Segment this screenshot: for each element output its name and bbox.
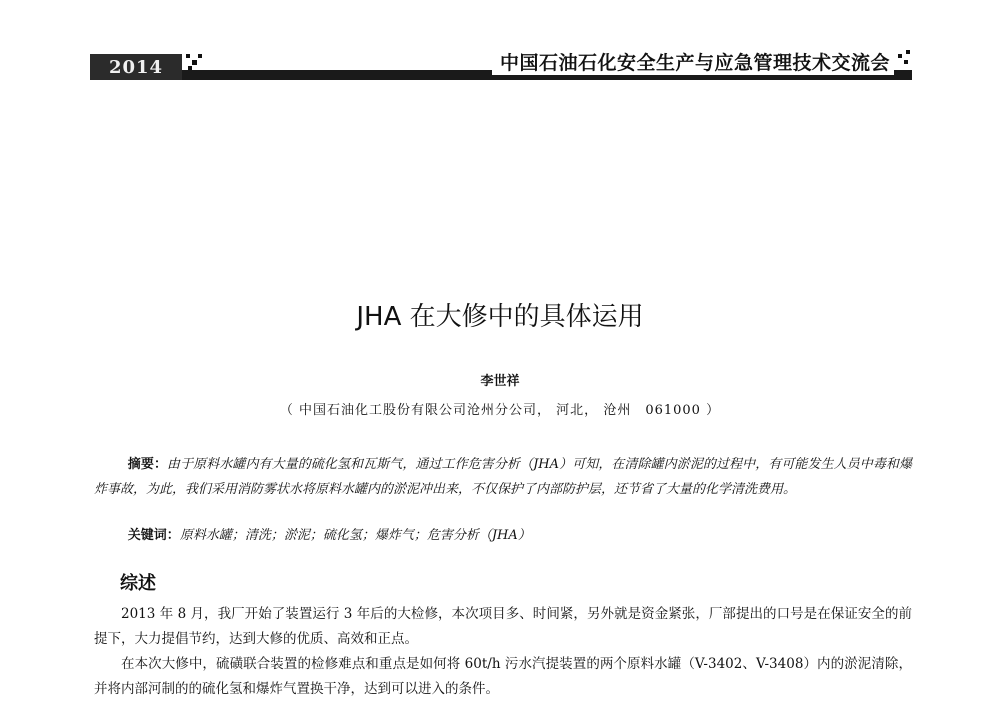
running-header	[90, 48, 912, 82]
header-decoration-right	[896, 50, 912, 72]
conference-title: 中国石油石化安全生产与应急管理技术交流会	[492, 48, 894, 75]
affiliation: （ 中国石油化工股份有限公司沧州分公司， 河北， 沧州 061000 ）	[279, 403, 721, 418]
abstract-text: 由于原料水罐内有大量的硫化氢和瓦斯气，通过工作危害分析（JHA）可知，在清除罐内淤泥的过程中，有可能发生人员中毒和爆炸事故，为此，我们采用消防雾状水将原料水罐内的淤泥冲出来，不仅保护了内部防护层，还节省了大量的化学清洗费用。	[94, 457, 912, 497]
year-badge: 2014	[90, 54, 182, 80]
paragraph: 2013 年 8 月，我厂开始了装置运行 3 年后的大检修，本次项目多、时间紧，另外就是资金紧张，厂部提出的口号是在保证安全的前提下，大力提倡节约，达到大修的优质、高效和正点。	[94, 606, 912, 647]
paragraph: 在本次大修中，硫磺联合装置的检修难点和重点是如何将 60t/h 污水汽提装置的两个原料水罐（V-3402、V-3408）内的淤泥清除，并将内部河制的的硫化氢和爆炸气置换干净，达到可以进入的条件。	[94, 656, 912, 697]
section-heading: 综述	[120, 573, 156, 594]
section-body	[94, 602, 912, 702]
keywords-label: 关键词：	[127, 528, 180, 543]
abstract-label: 摘要：	[127, 457, 168, 472]
keywords-text: 原料水罐；清洗；淤泥；硫化氢；爆炸气；危害分析（JHA）	[179, 528, 531, 543]
paper-title: JHA 在大修中的具体运用	[356, 302, 644, 332]
keywords	[94, 523, 912, 548]
header-decoration-left	[184, 50, 208, 78]
abstract	[94, 452, 912, 502]
author: 李世祥	[480, 374, 520, 389]
